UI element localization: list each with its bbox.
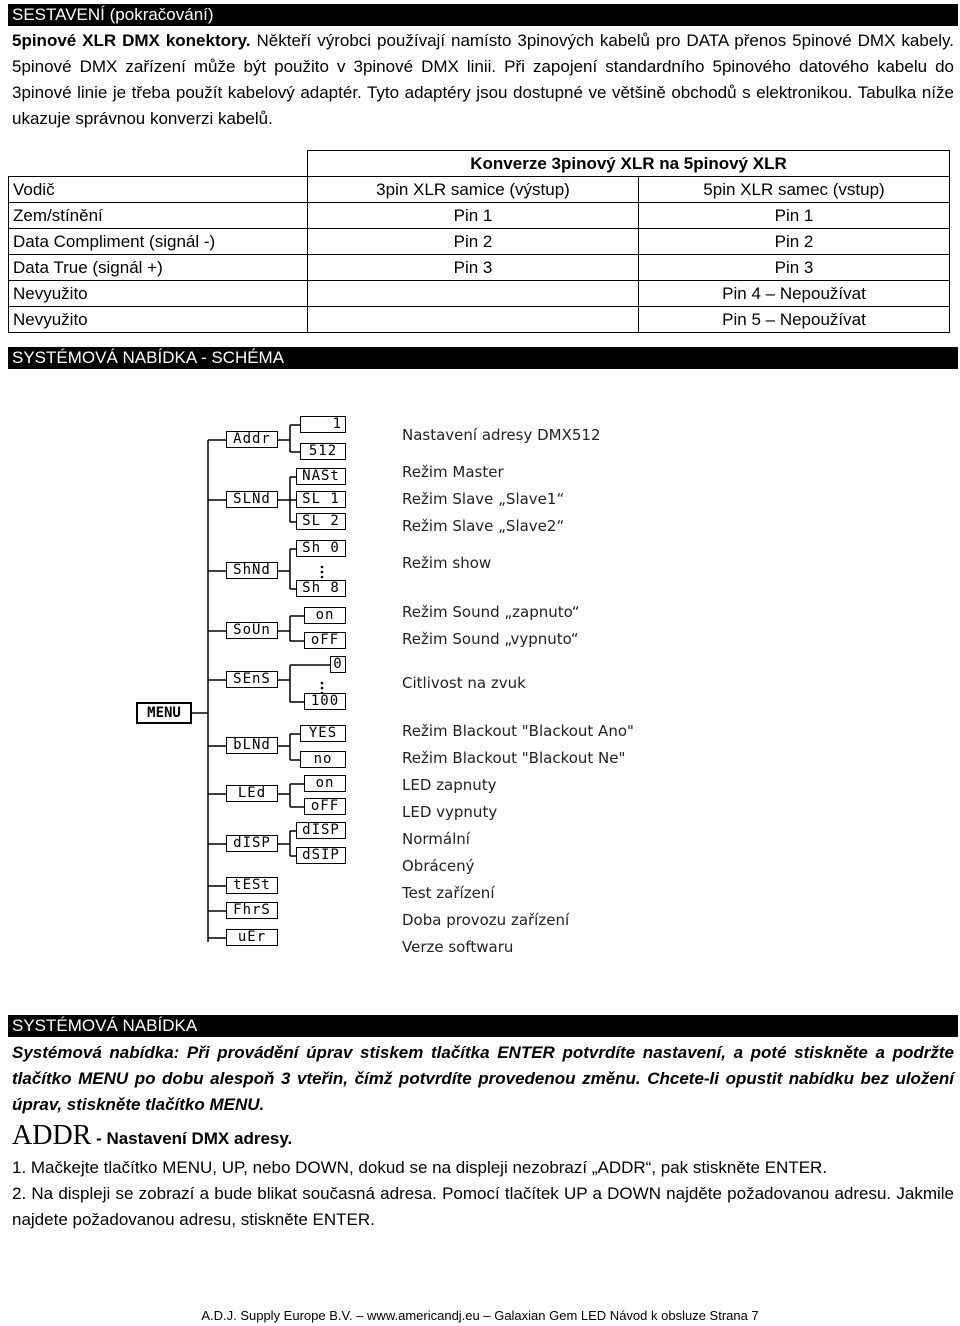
table-cell: Data Compliment (signál -) <box>9 229 308 255</box>
lcd-fhrs: FhrS <box>226 902 278 919</box>
label-version: Verze softwaru <box>402 938 514 956</box>
lcd-sound-on: on <box>304 607 346 624</box>
lcd-shnd: ShNd <box>226 562 278 579</box>
table-cell: Data True (signál +) <box>9 255 308 281</box>
table-cell: Pin 4 – Nepoužívat <box>639 281 950 307</box>
lcd-yes: YES <box>300 725 346 742</box>
table-row <box>9 281 950 307</box>
label-blackout-no: Režim Blackout "Blackout Ne" <box>402 749 626 767</box>
table-row <box>9 229 950 255</box>
addr-steps <box>12 1155 954 1233</box>
label-sensitivity: Citlivost na zvuk <box>402 674 526 692</box>
label-normal: Normální <box>402 830 470 848</box>
lcd-sh8: Sh 8 <box>296 580 346 597</box>
lcd-sens: SEnS <box>226 671 278 688</box>
lcd-soun: SoUn <box>226 622 278 639</box>
table-row <box>9 255 950 281</box>
table-cell: Pin 2 <box>308 229 639 255</box>
label-slave1: Režim Slave „Slave1“ <box>402 490 565 508</box>
lcd-slnd: SLNd <box>226 491 278 508</box>
table-cell <box>308 281 639 307</box>
lcd-led-on: on <box>304 775 346 792</box>
lcd-sens-0: 0 <box>330 656 346 673</box>
label-test: Test zařízení <box>402 884 495 902</box>
table-title: Konverze 3pinový XLR na 5pinový XLR <box>308 151 950 177</box>
table-cell: Pin 3 <box>308 255 639 281</box>
schema-header-bar: SYSTÉMOVÁ NABÍDKA - SCHÉMA <box>8 347 958 369</box>
step-item: 1. Mačkejte tlačítko MENU, UP, nebo DOWN, dokud se na displeji nezobrazí „ADDR“, pak stiskněte ENTER. <box>12 1158 828 1177</box>
table-cell: Pin 1 <box>639 203 950 229</box>
table-cell <box>308 307 639 333</box>
label-sound-on: Režim Sound „zapnuto“ <box>402 603 580 621</box>
addr-title: ADDR <box>12 1120 92 1151</box>
lcd-addr-512: 512 <box>300 443 346 460</box>
lcd-disp-reverse: dSIP <box>296 847 346 864</box>
label-reversed: Obrácený <box>402 857 475 875</box>
lcd-sens-100: 100 <box>304 693 346 710</box>
system-menu-text: Systémová nabídka: Při provádění úprav stiskem tlačítka ENTER potvrdíte nastavení, a poté stiskněte a podržte tlačítko MENU po dobu alespoň 3 vteřin, čímž potvrdíte provedenou změnu. Chcete-li opustit nabídku bez uložení úprav, stiskněte tlačítko MENU. <box>12 1043 954 1114</box>
lcd-sh0: Sh 0 <box>296 540 346 557</box>
table-cell: Pin 3 <box>639 255 950 281</box>
page-footer: A.D.J. Supply Europe B.V. – www.americandj.eu – Galaxian Gem LED Návod k obsluze Strana 7 <box>201 1308 759 1323</box>
conversion-table <box>8 150 950 333</box>
table-cell: Pin 5 – Nepoužívat <box>639 307 950 333</box>
table-header: 5pin XLR samec (vstup) <box>639 177 950 203</box>
table-cell: Pin 2 <box>639 229 950 255</box>
table-header: Vodič <box>9 177 308 203</box>
label-led-off: LED vypnuty <box>402 803 498 821</box>
label-led-on: LED zapnuty <box>402 776 497 794</box>
lcd-addr: Addr <box>226 431 278 448</box>
label-blackout-yes: Režim Blackout "Blackout Ano" <box>402 722 634 740</box>
table-row <box>9 203 950 229</box>
label-sound-off: Režim Sound „vypnuto“ <box>402 630 579 648</box>
table-row <box>9 307 950 333</box>
label-master: Režim Master <box>402 463 504 481</box>
table-header: 3pin XLR samice (výstup) <box>308 177 639 203</box>
lcd-addr-1: 1 <box>300 416 346 433</box>
table-cell: Nevyužito <box>9 307 308 333</box>
lcd-disp: dISP <box>226 835 278 852</box>
lcd-sl2: SL 2 <box>296 513 346 530</box>
table-cell: Nevyužito <box>9 281 308 307</box>
lcd-mast: NASt <box>296 468 346 485</box>
table-blank-cell <box>9 151 308 177</box>
intro-paragraph <box>12 28 954 132</box>
lcd-no: no <box>300 751 346 768</box>
lcd-test: tESt <box>226 877 278 894</box>
table-cell: Pin 1 <box>308 203 639 229</box>
step-item: 2. Na displeji se zobrazí a bude blikat současná adresa. Pomocí tlačítek UP a DOWN najděte požadovanou adresu. Jakmile najdete požadovanou adresu, stiskněte ENTER. <box>12 1184 954 1229</box>
section-header-bar: SESTAVENÍ (pokračování) <box>8 4 958 26</box>
lcd-ver: uEr <box>226 929 278 946</box>
intro-text: Někteří výrobci používají namísto 3pinových kabelů pro DATA přenos 5pinové DMX kabely. 5pinové DMX zařízení může být použito v 3pinové DMX linii. Při zapojení standardního 5pinového datového kabelu do 3pinové linie je třeba použít kabelový adaptér. Tyto adaptéry jsou dostupné ve většině obchodů s elektronikou. Tabulka níže ukazuje správnou konverzi kabelů. <box>12 31 954 128</box>
label-dmx-address: Nastavení adresy DMX512 <box>402 426 601 444</box>
table-cell: Zem/stínění <box>9 203 308 229</box>
label-show: Režim show <box>402 554 492 572</box>
lcd-led: LEd <box>226 785 278 802</box>
lcd-blnd: bLNd <box>226 737 278 754</box>
intro-bold: 5pinové XLR DMX konektory. <box>12 31 251 50</box>
menu-button-graphic: MENU <box>136 702 192 724</box>
lcd-sound-off: oFF <box>304 632 346 649</box>
addr-heading <box>12 1120 292 1152</box>
system-menu-bar: SYSTÉMOVÁ NABÍDKA <box>8 1015 958 1037</box>
label-slave2: Režim Slave „Slave2“ <box>402 517 565 535</box>
table-header-row <box>9 177 950 203</box>
lcd-led-off: oFF <box>304 798 346 815</box>
lcd-sl1: SL 1 <box>296 491 346 508</box>
lcd-disp-normal: dISP <box>296 822 346 839</box>
label-hours: Doba provozu zařízení <box>402 911 570 929</box>
table-title-row <box>9 151 950 177</box>
addr-description: - Nastavení DMX adresy. <box>91 1129 293 1148</box>
